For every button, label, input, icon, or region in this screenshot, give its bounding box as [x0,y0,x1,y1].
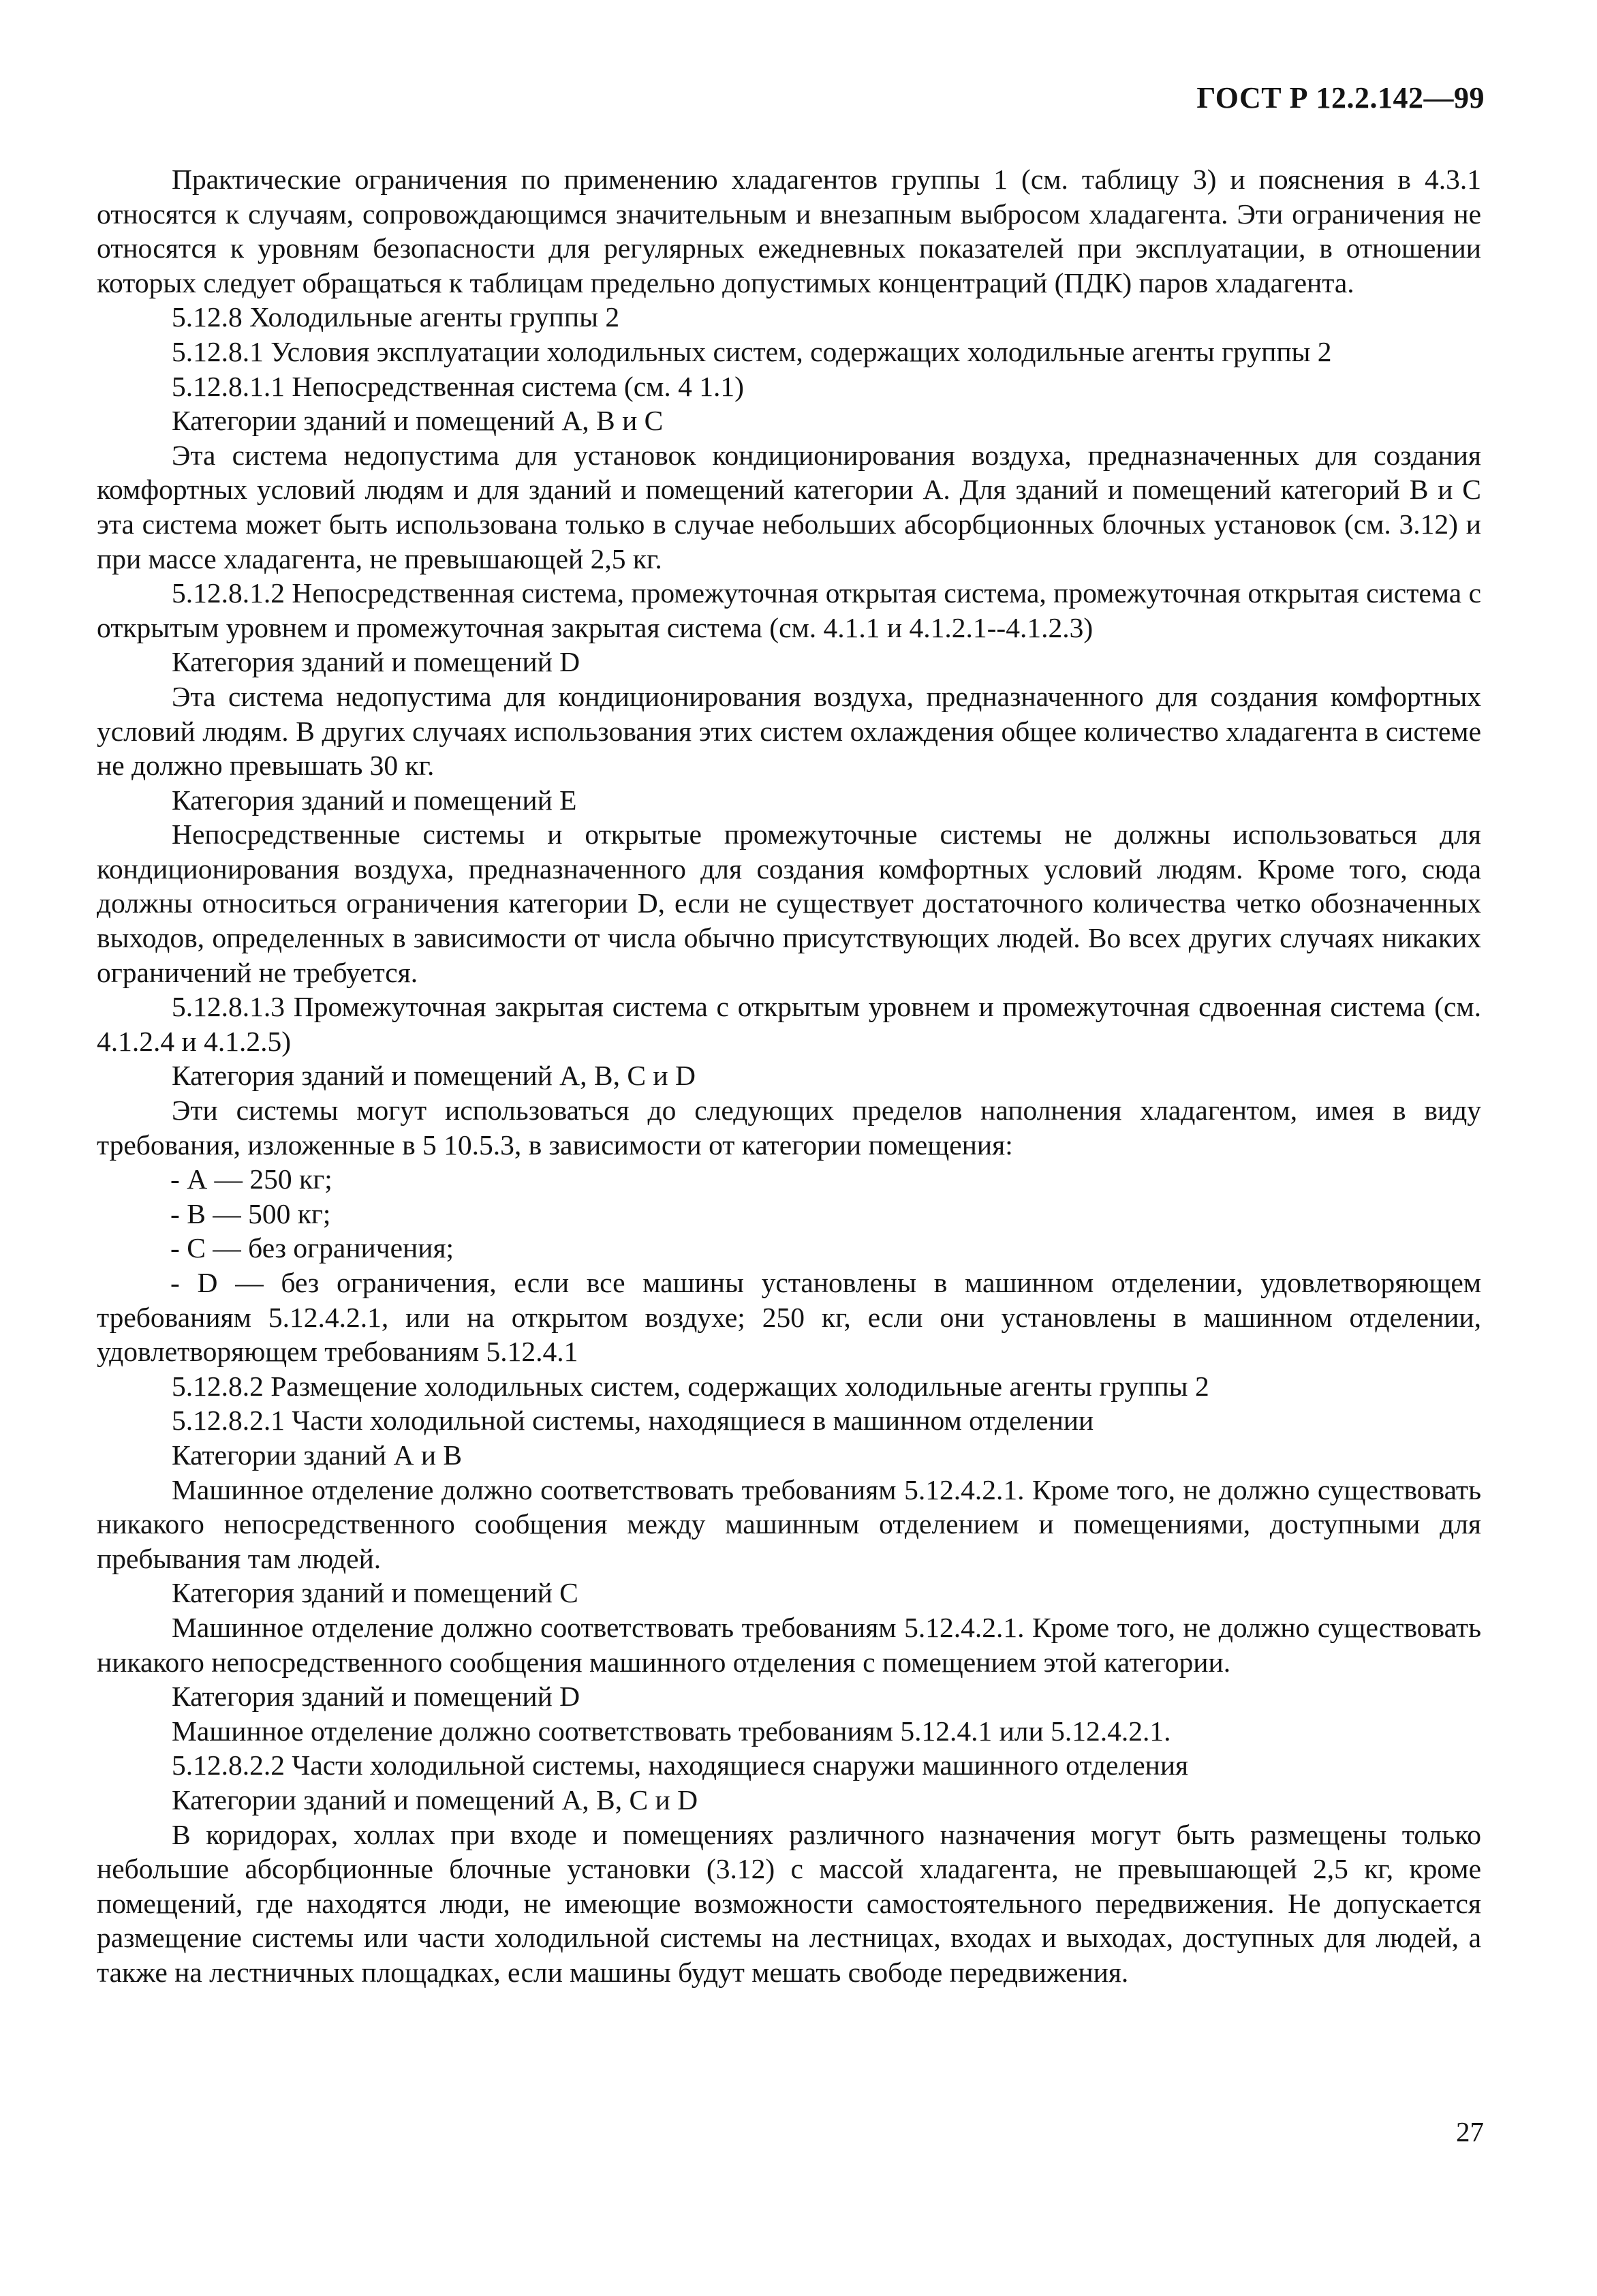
paragraph: Машинное отделение должно соответствовать требованиям 5.12.4.2.1. Кроме того, не должно существовать никакого непосредственного сообщения машинного отделения с помещением этой категории. [97,1611,1481,1678]
section-heading: 5.12.8.2 Размещение холодильных систем, содержащих холодильные агенты группы 2 [172,1370,1209,1402]
list-item: - С — без ограничения; [170,1232,454,1264]
paragraph: Непосредственные системы и открытые промежуточные системы не должны использоваться для кондиционирования воздуха, предназначенного для создания комфортных условий людям. Кроме того, сюда должны относиться ограничения категории D, если не существует достаточного количества четко обозначенных выходов, определенных в зависимости от числа обычно присутствующих людей. Во всех других случаях никаких ограничений не требуется. [97,818,1481,988]
page-number: 27 [1456,2116,1484,2147]
document-body [97,162,1481,1989]
paragraph: Эта система недопустима для установок кондиционирования воздуха, предназначенных для создания комфортных условий людям и для зданий и помещений категории А. Для зданий и помещений категорий В и С эта система может быть использована только в случае небольших абсорбционных блочных установок (см. 3.12) и при массе хладагента, не превышающей 2,5 кг. [97,439,1481,575]
document-code-header: ГОСТ Р 12.2.142—99 [1196,81,1485,114]
paragraph: Машинное отделение должно соответствовать требованиям 5.12.4.1 или 5.12.4.2.1. [172,1715,1171,1747]
section-heading: 5.12.8 Холодильные агенты группы 2 [172,301,620,333]
paragraph: Эти системы могут использоваться до следующих пределов наполнения хладагентом, имея в виду требования, изложенные в 5 10.5.3, в зависимости от категории помещения: [97,1095,1481,1161]
list-item: - В — 500 кг; [170,1197,331,1229]
category-heading: Категории зданий и помещений А, В, С и D [172,1784,698,1816]
paragraph: В коридорах, холлах при входе и помещениях различного назначения могут быть размещены только небольшие абсорбционные блочные установки (3.12) с массой хладагента, не превышающей 2,5 кг, кроме помещений, где находятся люди, не имеющие возможности самостоятельного передвижения. Не допускается размещение системы или части холодильной системы на лестницах, входах и выходах, доступных для людей, а также на лестничных площадках, если машины будут мешать свободе передвижения. [97,1818,1481,1988]
category-heading: Категории зданий А и В [172,1439,463,1471]
list-item: - D — без ограничения, если все машины установлены в машинном отделении, удовлетворяющем требованиям 5.12.4.2.1, или на открытом воздухе; 250 кг, если они установлены в машинном отделении, удовлетворяющем требованиям 5.12.4.1 [97,1267,1481,1368]
category-heading: Категория зданий и помещений D [172,646,580,678]
paragraph: Практические ограничения по применению хладагентов группы 1 (см. таблицу 3) и пояснения в 4.3.1 относятся к случаям, сопровождающимся значительным и внезапным выбросом хладагента. Эти ограничения не относятся к уровням безопасности для регулярных ежедневных показателей при эксплуатации, в отношении которых следует обращаться к таблицам предельно допустимых концентраций (ПДК) паров хладагента. [97,164,1481,299]
category-heading: Категория зданий и помещений А, В, С и D [172,1060,696,1092]
section-heading: 5.12.8.2.1 Части холодильной системы, находящиеся в машинном отделении [172,1405,1094,1437]
section-heading: 5.12.8.1.3 Промежуточная закрытая система с открытым уровнем и промежуточная сдвоенная система (см. 4.1.2.4 и 4.1.2.5) [97,991,1481,1057]
section-heading: 5.12.8.1 Условия эксплуатации холодильных систем, содержащих холодильные агенты группы 2 [172,335,1332,367]
category-heading: Категория зданий и помещений С [172,1577,578,1609]
paragraph: Машинное отделение должно соответствовать требованиям 5.12.4.2.1. Кроме того, не должно существовать никакого непосредственного сообщения между машинным отделением и помещениями, доступными для пребывания там людей. [97,1473,1481,1574]
list-item: - А — 250 кг; [170,1163,332,1195]
category-heading: Категории зданий и помещений А, В и С [172,405,664,437]
section-heading: 5.12.8.1.2 Непосредственная система, промежуточная открытая система, промежуточная открытая система с открытым уровнем и промежуточная закрытая система (см. 4.1.1 и 4.1.2.1--4.1.2.3) [97,577,1481,643]
section-heading: 5.12.8.2.2 Части холодильной системы, находящиеся снаружи машинного отделения [172,1749,1189,1781]
section-heading: 5.12.8.1.1 Непосредственная система (см. 4 1.1) [172,370,744,402]
category-heading: Категория зданий и помещений Е [172,784,577,816]
category-heading: Категория зданий и помещений D [172,1681,580,1713]
paragraph: Эта система недопустима для кондиционирования воздуха, предназначенного для создания комфортных условий людям. В других случаях использования этих систем охлаждения общее количество хладагента в системе не должно превышать 30 кг. [97,680,1481,782]
